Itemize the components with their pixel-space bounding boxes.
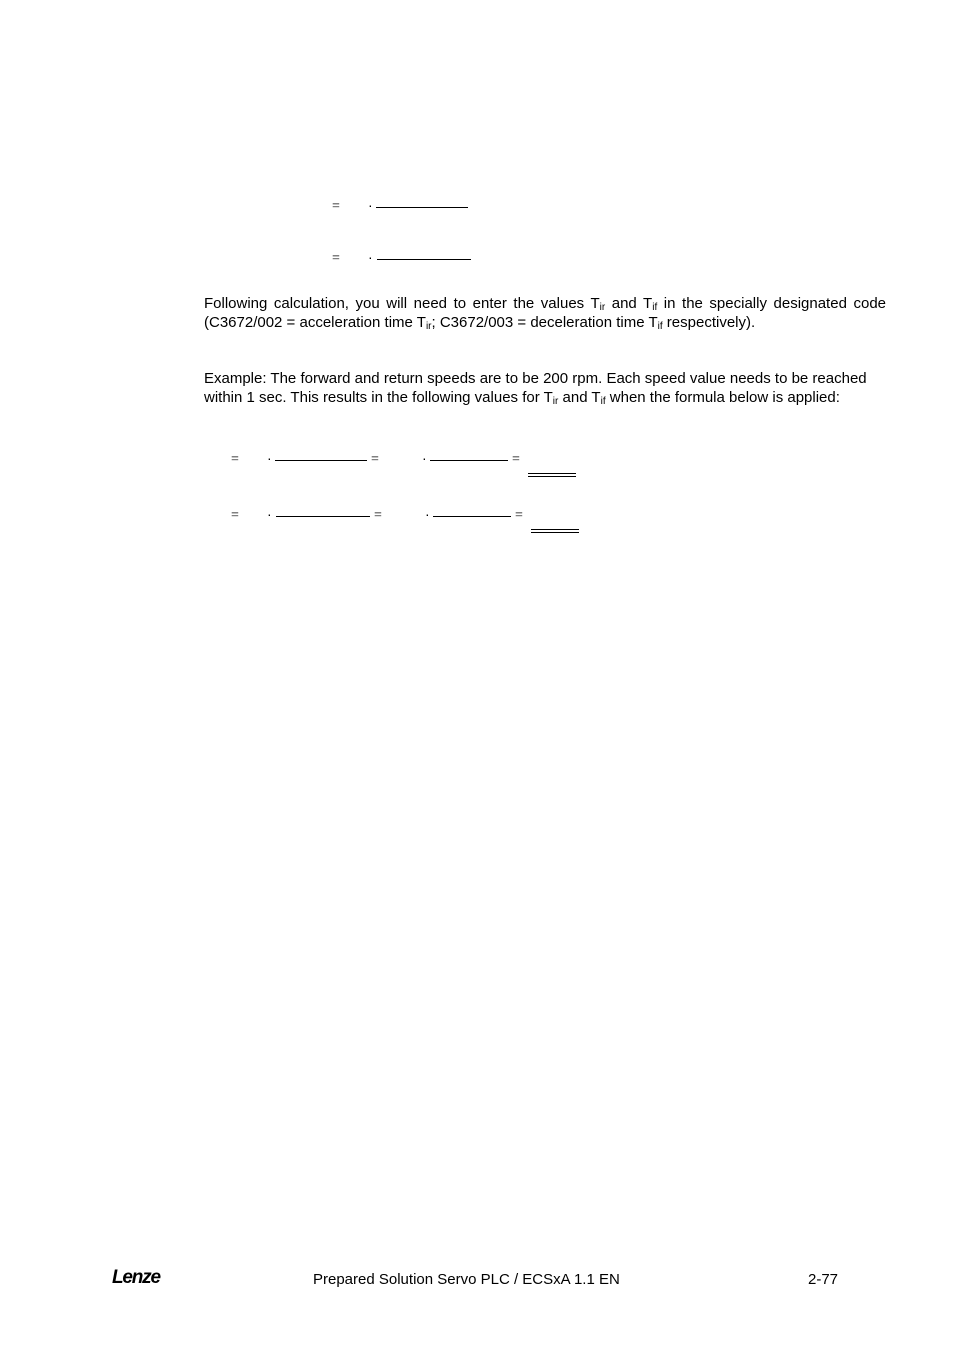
fraction-line — [377, 259, 471, 260]
lenze-logo: Lenze — [112, 1267, 160, 1288]
multiply-dot: · — [267, 506, 272, 522]
multiply-dot: · — [368, 249, 373, 265]
fraction-line — [276, 516, 370, 517]
multiply-dot: · — [422, 450, 427, 466]
instruction-paragraph: Following calculation, you will need to enter the values $T_{ir}$ and $T_{if}$ in the specially designated code (C3672/002 = acceleration time $T_{ir}$; C3672/003 = deceleration time $T_{if}$ respectively). — [204, 295, 886, 332]
multiply-dot: · — [368, 197, 373, 213]
fraction-line — [433, 516, 511, 517]
equals-sign: = — [332, 199, 340, 214]
equals-sign: = — [371, 452, 379, 467]
fraction-line — [275, 460, 367, 461]
document-title: Prepared Solution Servo PLC / ECSxA 1.1 EN — [313, 1271, 620, 1288]
multiply-dot: · — [267, 450, 272, 466]
fraction-line — [376, 207, 468, 208]
example-paragraph: Example: The forward and return speeds are to be 200 rpm. Each speed value needs to be reached within 1 sec. This results in the following values for $T_{ir}$ and $T_{if}$ when the formula below is applied: — [204, 370, 867, 407]
fraction-line — [430, 460, 508, 461]
equals-sign: = — [374, 508, 382, 523]
result-double-underline — [531, 529, 579, 533]
equals-sign: = — [512, 452, 520, 467]
equals-sign: = — [231, 508, 239, 523]
page-number: 2-77 — [808, 1271, 839, 1288]
equals-sign: = — [515, 508, 523, 523]
multiply-dot: · — [425, 506, 430, 522]
equals-sign: = — [231, 452, 239, 467]
result-double-underline — [528, 473, 576, 477]
equals-sign: = — [332, 251, 340, 266]
